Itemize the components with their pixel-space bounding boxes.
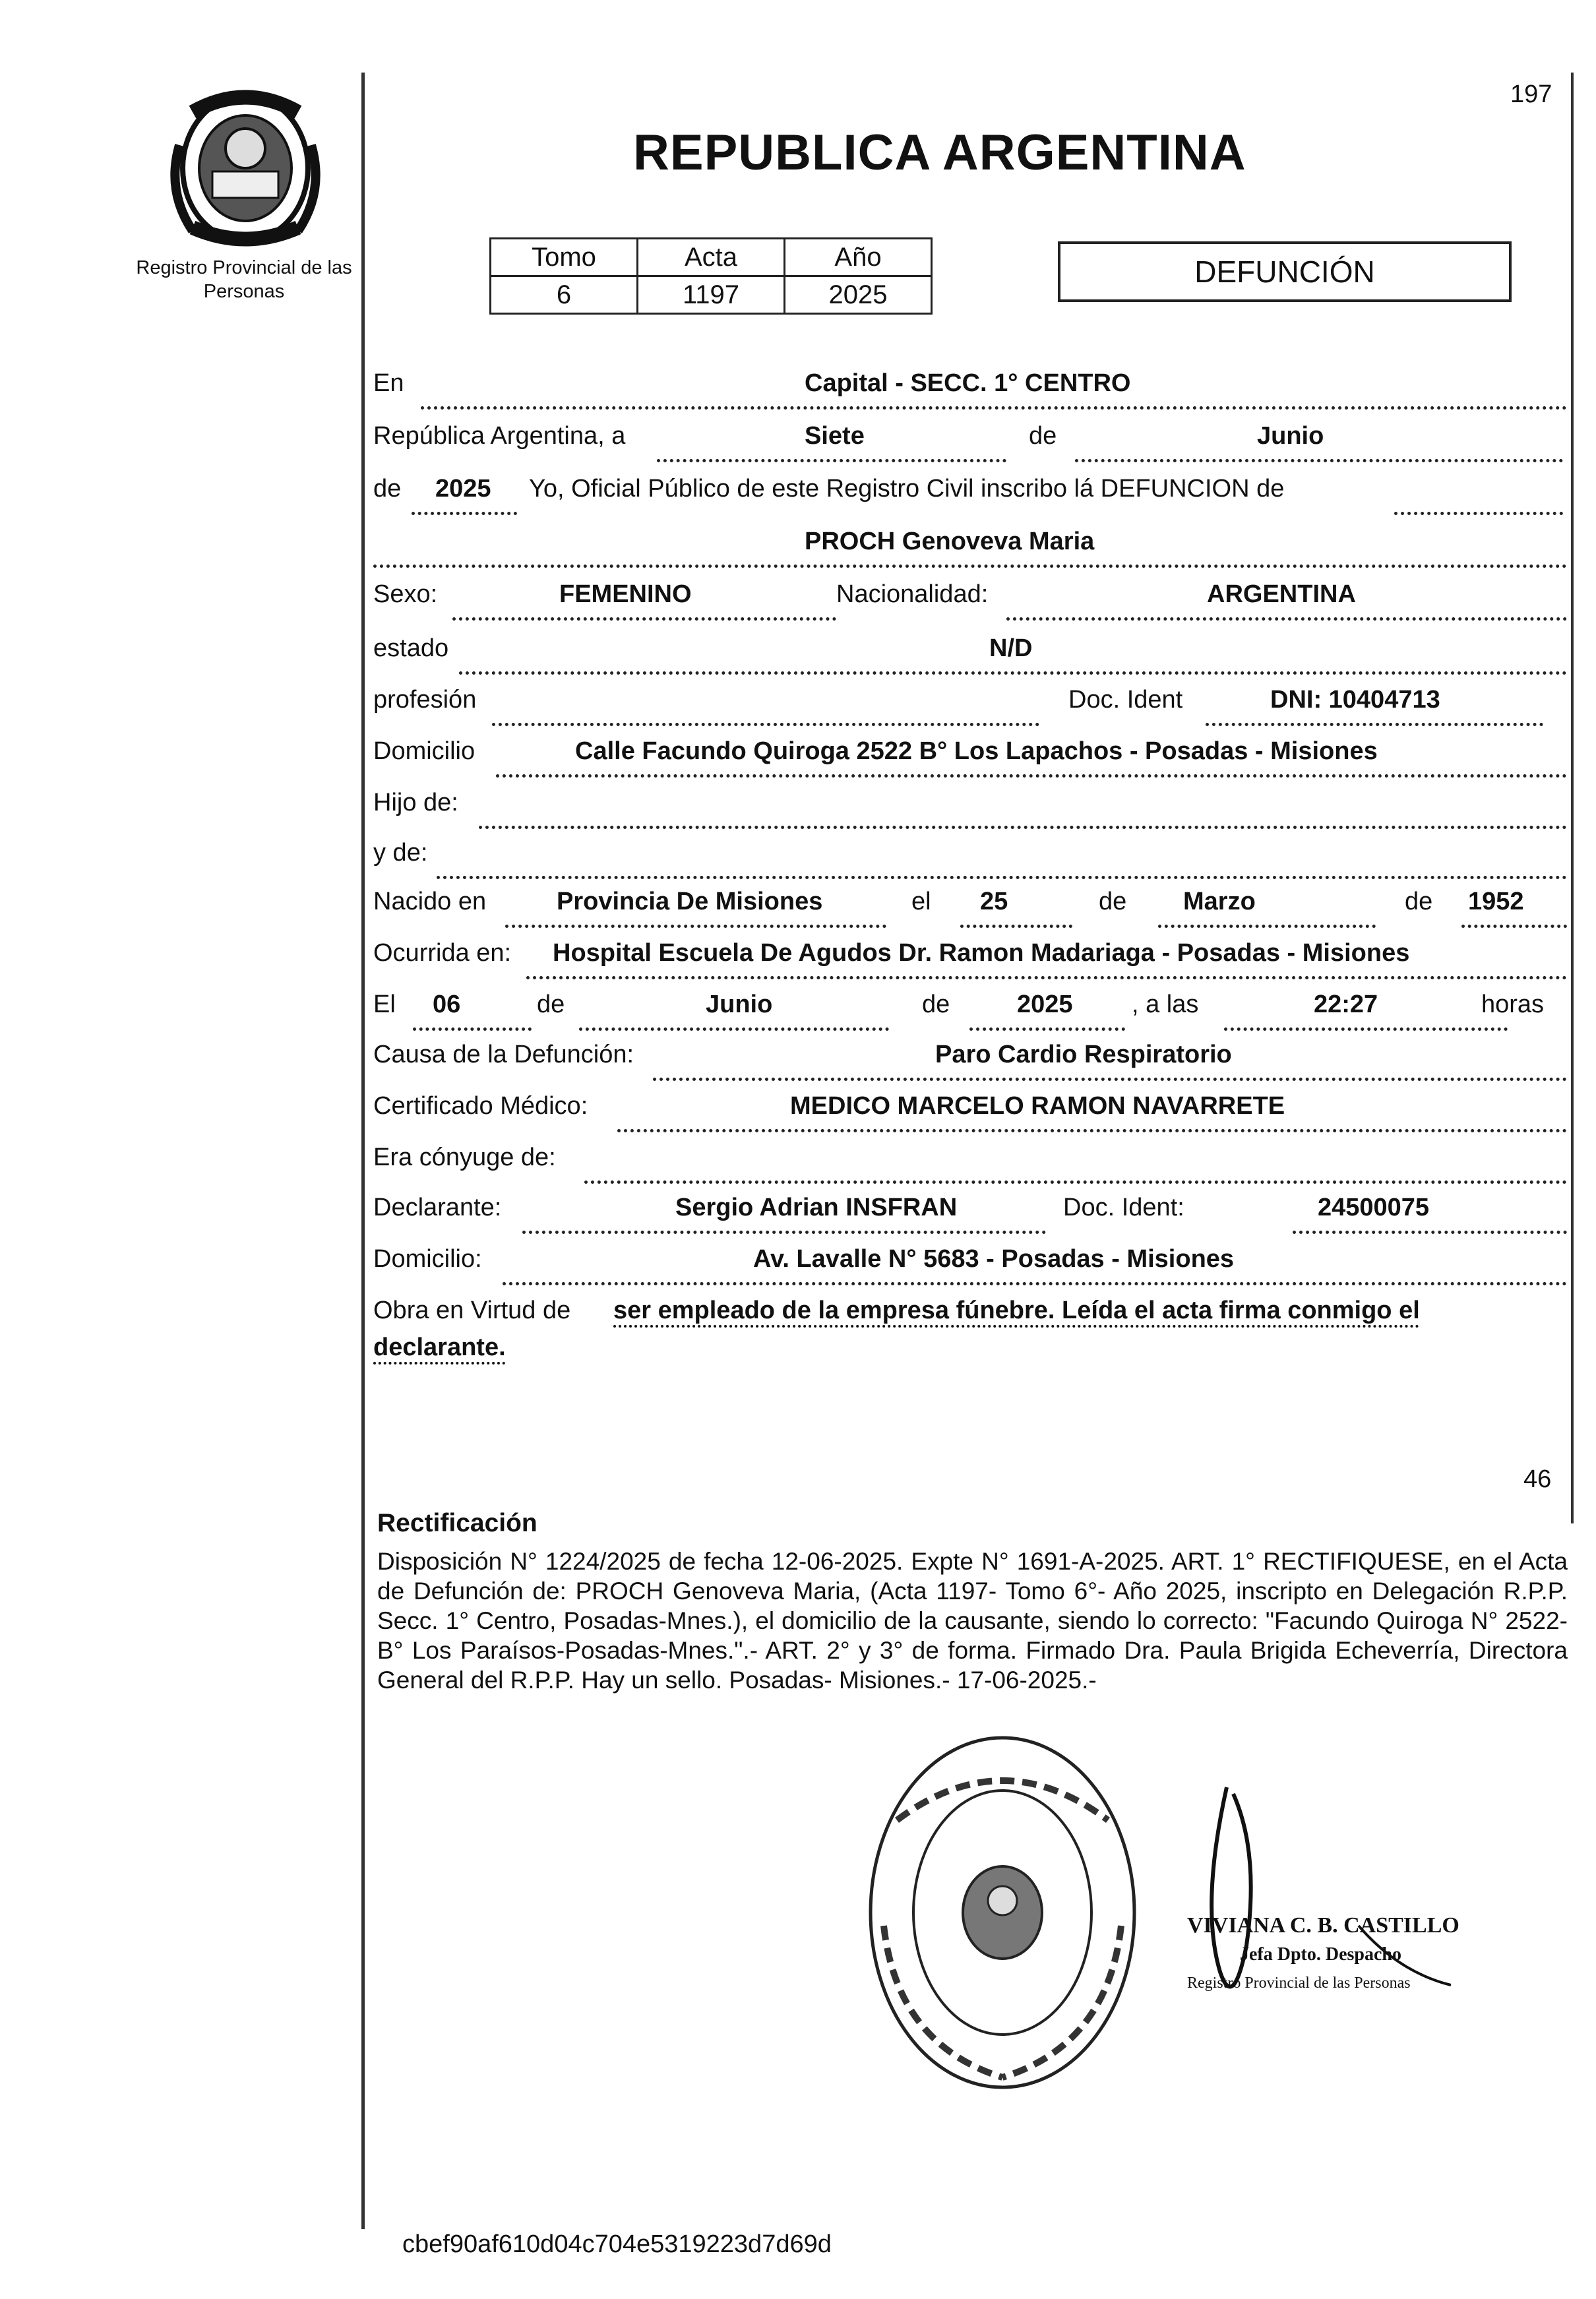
place-label: En: [373, 369, 404, 397]
record-type-box: DEFUNCIÓN: [1058, 241, 1512, 302]
month-value: Junio: [1257, 422, 1324, 450]
born-day: 25: [980, 888, 1008, 915]
profession-label: profesión: [373, 686, 477, 714]
declarant-doc-label: Doc. Ident:: [1063, 1194, 1184, 1221]
doc-value: DNI: 10404713: [1270, 686, 1440, 714]
virtue-row: [373, 1297, 1567, 1376]
tomo-header: Tomo: [491, 239, 638, 276]
born-el: el: [911, 888, 931, 915]
declarant-address-label: Domicilio:: [373, 1245, 482, 1273]
born-de2: de: [1405, 888, 1433, 915]
place-value: Capital - SECC. 1° CENTRO: [805, 369, 1131, 397]
born-de1: de: [1099, 888, 1127, 915]
declarant-row: [373, 1194, 1567, 1240]
declarant-label: Declarante:: [373, 1194, 502, 1221]
left-margin-rule: [361, 73, 365, 2229]
page-number: 197: [1510, 80, 1552, 108]
profession-row: [373, 686, 1567, 732]
tomo-value: 6: [491, 276, 638, 314]
and-of-row: [373, 839, 1567, 885]
virtue-value-line1: ser empleado de la empresa fúnebre. Leída el acta firma conmigo el: [613, 1297, 1420, 1324]
child-of-label: Hijo de:: [373, 789, 458, 816]
born-label: Nacido en: [373, 888, 487, 915]
signature-block: [1161, 1774, 1504, 2031]
right-margin-rule: [1571, 73, 1574, 1523]
document-hash: cbef90af610d04c704e5319223d7d69d: [402, 2230, 832, 2258]
address-label: Domicilio: [373, 737, 476, 765]
date-row: [373, 422, 1567, 468]
ano-value: 2025: [785, 276, 932, 314]
sex-value: FEMENINO: [559, 580, 692, 608]
child-of-row: [373, 789, 1567, 835]
svg-text:Jefa Dpto. Despacho: Jefa Dpto. Despacho: [1240, 1944, 1401, 1965]
death-day: 06: [433, 991, 461, 1018]
name-row: [373, 528, 1567, 574]
acta-value: 1197: [638, 276, 785, 314]
death-time-label: , a las: [1132, 991, 1199, 1018]
death-time: 22:27: [1314, 991, 1378, 1018]
civil-status-row: [373, 634, 1567, 681]
spouse-label: Era cónyuge de:: [373, 1144, 556, 1171]
place-row: [373, 369, 1567, 415]
spouse-row: [373, 1144, 1567, 1190]
certificate-row: [373, 1092, 1567, 1138]
deceased-name: PROCH Genoveva Maria: [805, 528, 1095, 555]
declarant-value: Sergio Adrian INSFRAN: [675, 1194, 958, 1221]
occurred-label: Ocurrida en:: [373, 939, 512, 967]
nationality-label: Nacionalidad:: [836, 580, 989, 608]
certificate-value: MEDICO MARCELO RAMON NAVARRETE: [790, 1092, 1285, 1120]
death-year: 2025: [1017, 991, 1073, 1018]
declarant-address-row: [373, 1245, 1567, 1291]
born-year: 1952: [1468, 888, 1524, 915]
death-month: Junio: [706, 991, 773, 1018]
sex-label: Sexo:: [373, 580, 438, 608]
cause-row: [373, 1041, 1567, 1087]
civil-status-value: N/D: [989, 634, 1033, 662]
cause-label: Causa de la Defunción:: [373, 1041, 634, 1068]
sex-row: [373, 580, 1567, 627]
death-de1: de: [537, 991, 565, 1018]
statement-text: Yo, Oficial Público de este Registro Civil inscribo lá DEFUNCION de: [529, 475, 1285, 503]
official-stamp: [857, 1728, 1148, 2097]
occurred-value: Hospital Escuela De Agudos Dr. Ramon Madariaga - Posadas - Misiones: [553, 939, 1410, 967]
rectification-heading: Rectificación: [377, 1509, 537, 1537]
registry-table: [489, 237, 933, 315]
civil-status-label: estado: [373, 634, 449, 662]
birth-row: [373, 888, 1567, 934]
year-value: 2025: [435, 475, 491, 503]
declarant-address-value: Av. Lavalle N° 5683 - Posadas - Misiones: [753, 1245, 1235, 1273]
death-date-row: [373, 991, 1567, 1037]
virtue-value-line2: declarante.: [373, 1333, 506, 1361]
death-de2: de: [922, 991, 950, 1018]
occurred-row: [373, 939, 1567, 985]
cause-value: Paro Cardio Respiratorio: [935, 1041, 1232, 1068]
provincial-emblem-logo: [153, 86, 338, 251]
born-month: Marzo: [1183, 888, 1256, 915]
certificate-label: Certificado Médico:: [373, 1092, 588, 1120]
address-row: [373, 737, 1567, 783]
nationality-value: ARGENTINA: [1207, 580, 1356, 608]
registry-label: Registro Provincial de las Personas: [136, 257, 352, 302]
date-prefix: República Argentina, a: [373, 422, 626, 450]
country-title: REPUBLICA ARGENTINA: [633, 125, 1246, 181]
doc-label: Doc. Ident: [1068, 686, 1183, 714]
year-prefix: de: [373, 475, 402, 503]
death-el: El: [373, 991, 396, 1018]
day-value: Siete: [805, 422, 865, 450]
born-place: Provincia De Misiones: [557, 888, 823, 915]
rectification-number: 46: [1523, 1465, 1552, 1493]
declarant-doc-value: 24500075: [1318, 1194, 1430, 1221]
month-connector: de: [1029, 422, 1057, 450]
svg-text:VIVIANA C. B. CASTILLO: VIVIANA C. B. CASTILLO: [1187, 1913, 1459, 1938]
ano-header: Año: [785, 239, 932, 276]
virtue-label: Obra en Virtud de: [373, 1297, 571, 1324]
death-hours-label: horas: [1481, 991, 1545, 1018]
svg-text:Registro Provincial de las Per: Registro Provincial de las Personas: [1187, 1975, 1411, 1992]
address-value: Calle Facundo Quiroga 2522 B° Los Lapachos - Posadas - Misiones: [575, 737, 1378, 765]
statement-row: [373, 475, 1567, 521]
rectification-body: Disposición N° 1224/2025 de fecha 12-06-2025. Expte N° 1691-A-2025. ART. 1° RECTIFIQUESE, en el Acta de Defunción de: PROCH Genoveva Maria, (Acta 1197- Tomo 6°- Año 2025, inscripto en Delegación R.P.P. Secc. 1° Centro, Posadas-Mnes.), el domicilio de la causante, siendo lo correcto: "Facundo Quiroga N° 2522-B° Los Paraísos-Posadas-Mnes.".- ART. 2° y 3° de forma. Firmado Dra. Paula Brigida Echeverría, Directora General del R.P.P. Hay un sello. Posadas- Misiones.- 17-06-2025.-: [377, 1548, 1568, 1694]
acta-header: Acta: [638, 239, 785, 276]
and-of-label: y de:: [373, 839, 428, 867]
